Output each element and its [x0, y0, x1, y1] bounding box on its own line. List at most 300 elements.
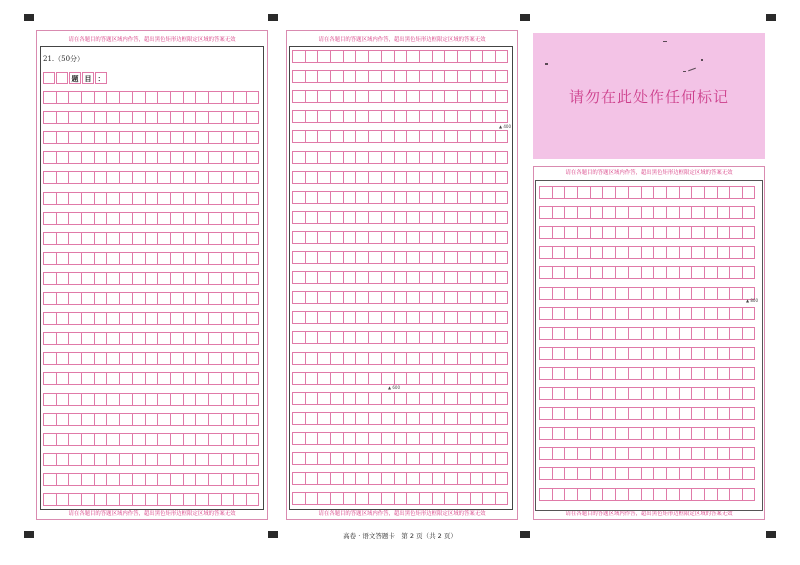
- grid-cell[interactable]: [330, 191, 343, 204]
- grid-cell[interactable]: [628, 467, 641, 480]
- grid-cell[interactable]: [317, 50, 330, 63]
- grid-cell[interactable]: [106, 232, 119, 245]
- grid-cell[interactable]: [145, 372, 158, 385]
- grid-cell[interactable]: [305, 311, 318, 324]
- grid-cell[interactable]: [691, 467, 704, 480]
- grid-cell[interactable]: [742, 206, 755, 219]
- grid-cell[interactable]: [56, 453, 69, 466]
- grid-cell[interactable]: [470, 432, 483, 445]
- grid-cell[interactable]: [444, 291, 457, 304]
- grid-cell[interactable]: [552, 427, 565, 440]
- grid-cell[interactable]: [132, 212, 145, 225]
- grid-cell[interactable]: [183, 151, 196, 164]
- grid-cell[interactable]: [119, 453, 132, 466]
- grid-cell[interactable]: [305, 151, 318, 164]
- grid-cell[interactable]: [145, 312, 158, 325]
- grid-cell[interactable]: [552, 206, 565, 219]
- grid-cell[interactable]: [679, 407, 692, 420]
- grid-cell[interactable]: [444, 392, 457, 405]
- grid-cell[interactable]: [704, 367, 717, 380]
- grid-cell[interactable]: [106, 372, 119, 385]
- grid-cell[interactable]: [330, 291, 343, 304]
- grid-cell[interactable]: [444, 271, 457, 284]
- grid-cell[interactable]: [317, 271, 330, 284]
- grid-cell[interactable]: [106, 453, 119, 466]
- grid-cell[interactable]: [292, 191, 305, 204]
- grid-cell[interactable]: [704, 347, 717, 360]
- grid-cell[interactable]: [717, 186, 730, 199]
- grid-cell[interactable]: [691, 266, 704, 279]
- grid-cell[interactable]: [666, 226, 679, 239]
- grid-cell[interactable]: [717, 206, 730, 219]
- grid-cell[interactable]: [56, 372, 69, 385]
- grid-cell[interactable]: [317, 130, 330, 143]
- grid-cell[interactable]: [119, 332, 132, 345]
- grid-cell[interactable]: [195, 413, 208, 426]
- grid-cell[interactable]: [590, 307, 603, 320]
- grid-cell[interactable]: [68, 473, 81, 486]
- grid-cell[interactable]: [317, 251, 330, 264]
- grid-cell[interactable]: [68, 192, 81, 205]
- grid-cell[interactable]: [539, 407, 552, 420]
- grid-cell[interactable]: [457, 251, 470, 264]
- grid-cell[interactable]: [119, 433, 132, 446]
- grid-cell[interactable]: [132, 352, 145, 365]
- grid-cell[interactable]: [132, 272, 145, 285]
- grid-cell[interactable]: [470, 151, 483, 164]
- grid-cell[interactable]: [717, 427, 730, 440]
- grid-cell[interactable]: [552, 327, 565, 340]
- grid-cell[interactable]: [704, 488, 717, 501]
- grid-cell[interactable]: [742, 266, 755, 279]
- grid-cell[interactable]: [394, 472, 407, 485]
- grid-cell[interactable]: [56, 413, 69, 426]
- grid-cell[interactable]: [419, 251, 432, 264]
- grid-cell[interactable]: [679, 347, 692, 360]
- grid-cell[interactable]: [145, 171, 158, 184]
- grid-cell[interactable]: [368, 392, 381, 405]
- grid-cell[interactable]: [246, 91, 259, 104]
- grid-cell[interactable]: [195, 393, 208, 406]
- grid-cell[interactable]: [641, 407, 654, 420]
- grid-cell[interactable]: [482, 472, 495, 485]
- grid-cell[interactable]: [641, 327, 654, 340]
- grid-cell[interactable]: [368, 492, 381, 505]
- grid-cell[interactable]: [495, 231, 508, 244]
- grid-cell[interactable]: [292, 90, 305, 103]
- grid-cell[interactable]: [157, 393, 170, 406]
- grid-cell[interactable]: [704, 447, 717, 460]
- grid-cell[interactable]: [628, 347, 641, 360]
- grid-cell[interactable]: [717, 488, 730, 501]
- grid-cell[interactable]: [641, 447, 654, 460]
- grid-cell[interactable]: [292, 211, 305, 224]
- grid-cell[interactable]: [292, 412, 305, 425]
- grid-cell[interactable]: [602, 266, 615, 279]
- grid-cell[interactable]: [691, 186, 704, 199]
- grid-cell[interactable]: [119, 212, 132, 225]
- grid-cell[interactable]: [94, 453, 107, 466]
- grid-cell[interactable]: [195, 171, 208, 184]
- grid-cell[interactable]: [577, 347, 590, 360]
- grid-cell[interactable]: [317, 372, 330, 385]
- grid-cell[interactable]: [457, 452, 470, 465]
- grid-cell[interactable]: [292, 251, 305, 264]
- grid-cell[interactable]: [406, 70, 419, 83]
- grid-cell[interactable]: [355, 492, 368, 505]
- grid-cell[interactable]: [317, 452, 330, 465]
- grid-cell[interactable]: [419, 452, 432, 465]
- grid-cell[interactable]: [381, 392, 394, 405]
- grid-cell[interactable]: [564, 427, 577, 440]
- grid-cell[interactable]: [470, 191, 483, 204]
- grid-cell[interactable]: [145, 493, 158, 506]
- grid-cell[interactable]: [717, 347, 730, 360]
- grid-cell[interactable]: [729, 287, 742, 300]
- grid-cell[interactable]: [552, 186, 565, 199]
- grid-cell[interactable]: [208, 393, 221, 406]
- grid-cell[interactable]: [482, 251, 495, 264]
- grid-cell[interactable]: [470, 352, 483, 365]
- grid-cell[interactable]: [552, 488, 565, 501]
- grid-cell[interactable]: [292, 372, 305, 385]
- grid-cell[interactable]: [381, 291, 394, 304]
- grid-cell[interactable]: [292, 231, 305, 244]
- grid-cell[interactable]: [233, 393, 246, 406]
- grid-cell[interactable]: [355, 251, 368, 264]
- grid-cell[interactable]: [394, 432, 407, 445]
- grid-cell[interactable]: [406, 331, 419, 344]
- grid-cell[interactable]: [419, 191, 432, 204]
- grid-cell[interactable]: [666, 367, 679, 380]
- grid-cell[interactable]: [317, 432, 330, 445]
- grid-cell[interactable]: [106, 272, 119, 285]
- grid-cell[interactable]: [183, 192, 196, 205]
- grid-cell[interactable]: [106, 493, 119, 506]
- grid-cell[interactable]: [317, 352, 330, 365]
- grid-cell[interactable]: [355, 472, 368, 485]
- grid-cell[interactable]: [132, 493, 145, 506]
- grid-cell[interactable]: [406, 90, 419, 103]
- grid-cell[interactable]: [615, 488, 628, 501]
- grid-cell[interactable]: [394, 130, 407, 143]
- grid-cell[interactable]: [145, 352, 158, 365]
- grid-cell[interactable]: [106, 111, 119, 124]
- grid-cell[interactable]: [717, 407, 730, 420]
- grid-cell[interactable]: [355, 211, 368, 224]
- grid-cell[interactable]: [132, 413, 145, 426]
- grid-cell[interactable]: [368, 372, 381, 385]
- grid-cell[interactable]: [233, 232, 246, 245]
- grid-cell[interactable]: [330, 432, 343, 445]
- grid-cell[interactable]: [628, 287, 641, 300]
- grid-cell[interactable]: [717, 467, 730, 480]
- grid-cell[interactable]: [132, 232, 145, 245]
- grid-cell[interactable]: [419, 271, 432, 284]
- grid-cell[interactable]: [641, 387, 654, 400]
- grid-cell[interactable]: [444, 472, 457, 485]
- grid-cell[interactable]: [564, 488, 577, 501]
- grid-cell[interactable]: [94, 192, 107, 205]
- grid-cell[interactable]: [195, 91, 208, 104]
- grid-cell[interactable]: [590, 367, 603, 380]
- grid-cell[interactable]: [564, 467, 577, 480]
- grid-cell[interactable]: [590, 387, 603, 400]
- grid-cell[interactable]: [717, 367, 730, 380]
- grid-cell[interactable]: [552, 246, 565, 259]
- grid-cell[interactable]: [106, 91, 119, 104]
- grid-cell[interactable]: [444, 171, 457, 184]
- grid-cell[interactable]: [539, 488, 552, 501]
- grid-cell[interactable]: [691, 287, 704, 300]
- grid-cell[interactable]: [195, 312, 208, 325]
- grid-cell[interactable]: [653, 427, 666, 440]
- grid-cell[interactable]: [145, 151, 158, 164]
- grid-cell[interactable]: [628, 266, 641, 279]
- grid-cell[interactable]: [590, 407, 603, 420]
- grid-cell[interactable]: [233, 433, 246, 446]
- grid-cell[interactable]: [195, 372, 208, 385]
- grid-cell[interactable]: [43, 332, 56, 345]
- grid-cell[interactable]: [457, 372, 470, 385]
- grid-cell[interactable]: [419, 130, 432, 143]
- grid-cell[interactable]: [195, 453, 208, 466]
- grid-cell[interactable]: [221, 292, 234, 305]
- grid-cell[interactable]: [119, 91, 132, 104]
- grid-cell[interactable]: [704, 407, 717, 420]
- grid-cell[interactable]: [628, 407, 641, 420]
- grid-cell[interactable]: [157, 453, 170, 466]
- grid-cell[interactable]: [195, 111, 208, 124]
- grid-cell[interactable]: [457, 331, 470, 344]
- grid-cell[interactable]: [602, 327, 615, 340]
- grid-cell[interactable]: [482, 50, 495, 63]
- grid-cell[interactable]: [195, 473, 208, 486]
- grid-cell[interactable]: [444, 452, 457, 465]
- grid-cell[interactable]: [577, 488, 590, 501]
- grid-cell[interactable]: [106, 192, 119, 205]
- grid-cell[interactable]: [170, 192, 183, 205]
- grid-cell[interactable]: [195, 493, 208, 506]
- grid-cell[interactable]: [691, 407, 704, 420]
- grid-cell[interactable]: [330, 412, 343, 425]
- grid-cell[interactable]: [170, 453, 183, 466]
- grid-cell[interactable]: [552, 367, 565, 380]
- grid-cell[interactable]: [419, 352, 432, 365]
- grid-cell[interactable]: [495, 311, 508, 324]
- grid-cell[interactable]: [305, 90, 318, 103]
- grid-cell[interactable]: [457, 412, 470, 425]
- grid-cell[interactable]: [457, 352, 470, 365]
- grid-cell[interactable]: [691, 347, 704, 360]
- grid-cell[interactable]: [132, 332, 145, 345]
- grid-cell[interactable]: [653, 488, 666, 501]
- grid-cell[interactable]: [602, 347, 615, 360]
- grid-cell[interactable]: [717, 327, 730, 340]
- grid-cell[interactable]: [381, 372, 394, 385]
- grid-cell[interactable]: [368, 331, 381, 344]
- grid-cell[interactable]: [132, 131, 145, 144]
- grid-cell[interactable]: [157, 493, 170, 506]
- grid-cell[interactable]: [704, 307, 717, 320]
- grid-cell[interactable]: [208, 131, 221, 144]
- grid-cell[interactable]: [94, 131, 107, 144]
- grid-cell[interactable]: [170, 252, 183, 265]
- grid-cell[interactable]: [233, 312, 246, 325]
- grid-cell[interactable]: [539, 367, 552, 380]
- grid-cell[interactable]: [119, 272, 132, 285]
- grid-cell[interactable]: [470, 110, 483, 123]
- grid-cell[interactable]: [119, 252, 132, 265]
- grid-cell[interactable]: [406, 492, 419, 505]
- grid-cell[interactable]: [406, 412, 419, 425]
- grid-cell[interactable]: [94, 232, 107, 245]
- grid-cell[interactable]: [394, 70, 407, 83]
- grid-cell[interactable]: [68, 393, 81, 406]
- grid-cell[interactable]: [305, 472, 318, 485]
- grid-cell[interactable]: [394, 211, 407, 224]
- grid-cell[interactable]: [170, 473, 183, 486]
- grid-cell[interactable]: [330, 110, 343, 123]
- grid-cell[interactable]: [317, 412, 330, 425]
- grid-cell[interactable]: [368, 311, 381, 324]
- grid-cell[interactable]: [394, 311, 407, 324]
- grid-cell[interactable]: [666, 447, 679, 460]
- grid-cell[interactable]: [641, 206, 654, 219]
- grid-cell[interactable]: [132, 171, 145, 184]
- grid-cell[interactable]: [343, 352, 356, 365]
- grid-cell[interactable]: [432, 432, 445, 445]
- grid-cell[interactable]: [292, 472, 305, 485]
- grid-cell[interactable]: [602, 387, 615, 400]
- grid-cell[interactable]: [292, 392, 305, 405]
- grid-cell[interactable]: [119, 232, 132, 245]
- grid-cell[interactable]: [246, 413, 259, 426]
- grid-cell[interactable]: [641, 427, 654, 440]
- grid-cell[interactable]: [679, 387, 692, 400]
- grid-cell[interactable]: [183, 252, 196, 265]
- grid-cell[interactable]: [590, 226, 603, 239]
- grid-cell[interactable]: [704, 266, 717, 279]
- grid-cell[interactable]: [233, 453, 246, 466]
- grid-cell[interactable]: [406, 432, 419, 445]
- grid-cell[interactable]: [145, 332, 158, 345]
- grid-cell[interactable]: [221, 151, 234, 164]
- grid-cell[interactable]: [317, 90, 330, 103]
- grid-cell[interactable]: [482, 211, 495, 224]
- grid-cell[interactable]: [355, 191, 368, 204]
- grid-cell[interactable]: [170, 131, 183, 144]
- grid-cell[interactable]: [666, 488, 679, 501]
- grid-cell[interactable]: [653, 367, 666, 380]
- grid-cell[interactable]: [119, 151, 132, 164]
- grid-cell[interactable]: [419, 432, 432, 445]
- grid-cell[interactable]: [170, 413, 183, 426]
- grid-cell[interactable]: [704, 226, 717, 239]
- grid-cell[interactable]: [602, 186, 615, 199]
- grid-cell[interactable]: [68, 131, 81, 144]
- grid-cell[interactable]: [482, 492, 495, 505]
- grid-cell[interactable]: [653, 447, 666, 460]
- grid-cell[interactable]: [419, 110, 432, 123]
- grid-cell[interactable]: [132, 433, 145, 446]
- grid-cell[interactable]: [94, 91, 107, 104]
- grid-cell[interactable]: [183, 111, 196, 124]
- grid-cell[interactable]: [195, 272, 208, 285]
- grid-cell[interactable]: [394, 151, 407, 164]
- grid-cell[interactable]: [81, 151, 94, 164]
- grid-cell[interactable]: [729, 488, 742, 501]
- grid-cell[interactable]: [221, 352, 234, 365]
- grid-cell[interactable]: [729, 387, 742, 400]
- grid-cell[interactable]: [233, 332, 246, 345]
- grid-cell[interactable]: [432, 372, 445, 385]
- grid-cell[interactable]: [221, 91, 234, 104]
- grid-cell[interactable]: [577, 186, 590, 199]
- grid-cell[interactable]: [381, 110, 394, 123]
- grid-cell[interactable]: [119, 393, 132, 406]
- grid-cell[interactable]: [221, 413, 234, 426]
- grid-cell[interactable]: [406, 231, 419, 244]
- grid-cell[interactable]: [666, 246, 679, 259]
- grid-cell[interactable]: [246, 192, 259, 205]
- grid-cell[interactable]: [381, 211, 394, 224]
- grid-cell[interactable]: [368, 110, 381, 123]
- grid-cell[interactable]: [208, 292, 221, 305]
- grid-cell[interactable]: [368, 291, 381, 304]
- grid-cell[interactable]: [183, 131, 196, 144]
- grid-cell[interactable]: [305, 211, 318, 224]
- grid-cell[interactable]: [406, 130, 419, 143]
- grid-cell[interactable]: [406, 311, 419, 324]
- grid-cell[interactable]: [470, 372, 483, 385]
- grid-cell[interactable]: [81, 171, 94, 184]
- grid-cell[interactable]: [444, 352, 457, 365]
- grid-cell[interactable]: [577, 367, 590, 380]
- grid-cell[interactable]: [495, 70, 508, 83]
- grid-cell[interactable]: [43, 473, 56, 486]
- grid-cell[interactable]: [43, 272, 56, 285]
- grid-cell[interactable]: [317, 171, 330, 184]
- grid-cell[interactable]: [602, 488, 615, 501]
- grid-cell[interactable]: [233, 252, 246, 265]
- grid-cell[interactable]: [43, 91, 56, 104]
- grid-cell[interactable]: [482, 70, 495, 83]
- grid-cell[interactable]: [457, 492, 470, 505]
- grid-cell[interactable]: [615, 307, 628, 320]
- grid-cell[interactable]: [132, 312, 145, 325]
- grid-cell[interactable]: [564, 307, 577, 320]
- grid-cell[interactable]: [482, 311, 495, 324]
- grid-cell[interactable]: [495, 352, 508, 365]
- grid-cell[interactable]: [330, 311, 343, 324]
- grid-cell[interactable]: [145, 413, 158, 426]
- grid-cell[interactable]: [552, 407, 565, 420]
- grid-cell[interactable]: [742, 427, 755, 440]
- grid-cell[interactable]: [317, 392, 330, 405]
- grid-cell[interactable]: [482, 352, 495, 365]
- grid-cell[interactable]: [246, 272, 259, 285]
- grid-cell[interactable]: [81, 91, 94, 104]
- grid-cell[interactable]: [233, 91, 246, 104]
- grid-cell[interactable]: [208, 433, 221, 446]
- grid-cell[interactable]: [628, 327, 641, 340]
- grid-cell[interactable]: [183, 272, 196, 285]
- grid-cell[interactable]: [292, 452, 305, 465]
- grid-cell[interactable]: [43, 151, 56, 164]
- grid-cell[interactable]: [444, 70, 457, 83]
- grid-cell[interactable]: [106, 212, 119, 225]
